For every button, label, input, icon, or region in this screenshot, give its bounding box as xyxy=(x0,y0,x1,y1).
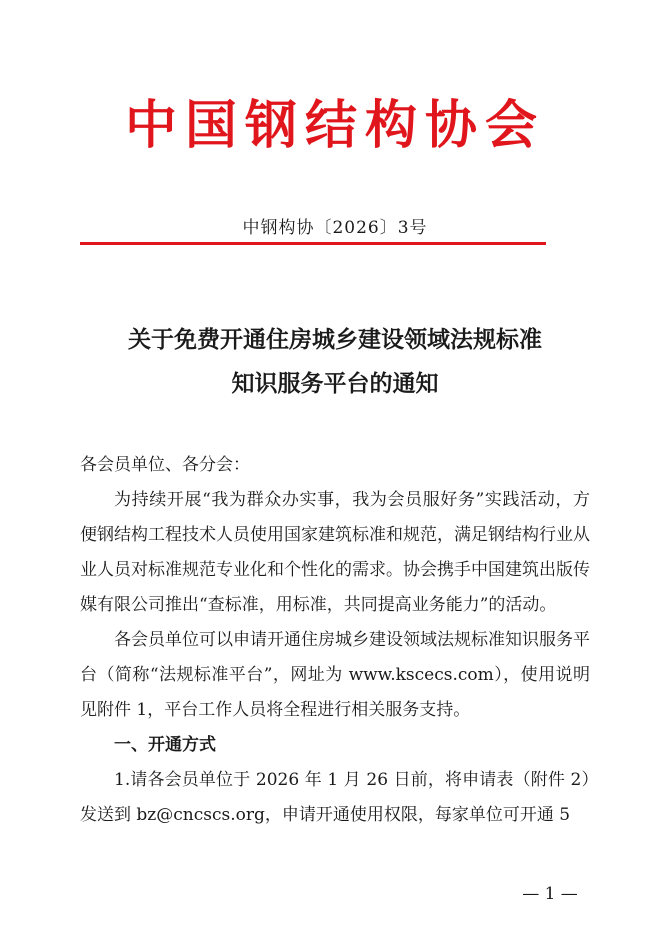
paragraph-1: 为持续开展“我为群众办实事，我为会员服好务”实践活动，方便钢结构工程技术人员使用国家建筑标准和规范，满足钢结构行业从业人员对标准规范专业化和个性化的需求。协会携手中国建筑出版传媒有限公司推出“查标准，用标准，共同提高业务能力”的活动。 xyxy=(80,490,590,615)
section-heading-1: 一、开通方式 xyxy=(114,735,216,755)
salutation: 各会员单位、各分会： xyxy=(80,455,250,475)
notice-body xyxy=(80,448,590,833)
org-name-header: 中国钢结构协会 xyxy=(124,95,545,156)
notice-title-line-1: 关于免费开通住房城乡建设领域法规标准 xyxy=(128,326,542,353)
paragraph-3: 1.请各会员单位于 2026 年 1 月 26 日前，将申请表（附件 2）发送到 bz@cncscs.org，申请开通使用权限，每家单位可开通 5 xyxy=(80,770,590,825)
notice-title-line-2: 知识服务平台的通知 xyxy=(231,370,439,397)
document-number: 中钢构协〔2026〕3号 xyxy=(242,218,428,238)
paragraph-2: 各会员单位可以申请开通住房城乡建设领域法规标准知识服务平台（简称“法规标准平台”，网址为 www.kscecs.com），使用说明见附件 1，平台工作人员将全程进行相关服务支持。 xyxy=(80,630,590,720)
page-number: — 1 — xyxy=(522,884,578,904)
red-divider-line xyxy=(80,242,546,245)
notice-title xyxy=(0,318,670,406)
